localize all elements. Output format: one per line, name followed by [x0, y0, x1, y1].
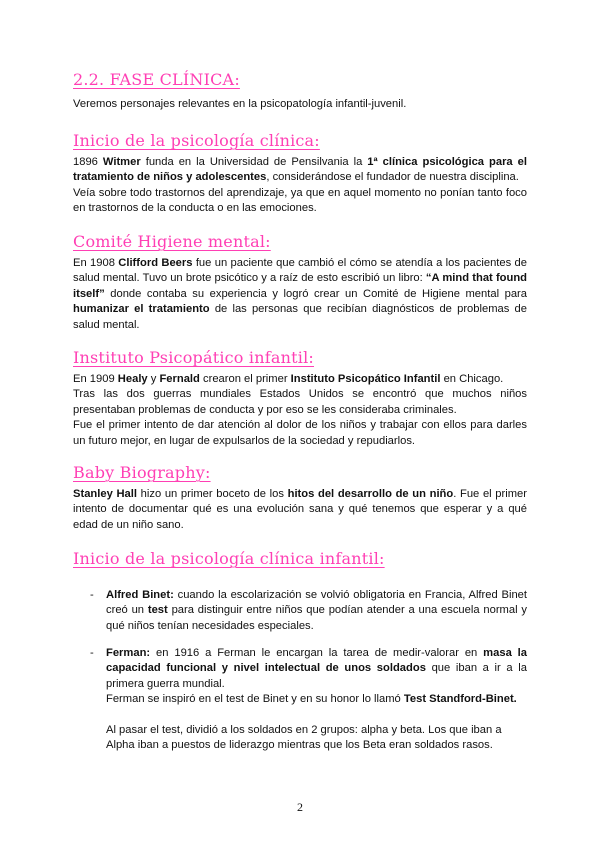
intro-paragraph: Veremos personajes relevantes en la psicopatología infantil-juvenil.	[73, 98, 407, 110]
section-heading-fase-clinica: 2.2. FASE CLÍNICA:	[73, 70, 240, 89]
list-item-ferman: Ferman: en 1916 a Ferman le encargan la tarea de medir-valorar en masa la capacidad funcional y nivel intelectual de unos soldados que iban a ir a la primera guerra mundial.	[106, 647, 527, 690]
stanley-hall-paragraph: Stanley Hall hizo un primer boceto de los hitos del desarrollo de un niño. Fue el primer intento de documentar qué es una evolución sana y qué tenemos que esperar y a qué edad de un niño sano.	[73, 488, 528, 531]
witmer-paragraph: 1896 Witmer funda en la Universidad de Pensilvania la 1ª clínica psicológica para el tratamiento de niños y adolescentes, considerándose el fundador de nuestra disciplina. Veía sobre todo trastornos del aprendizaje, ya que en aquel momento no ponían tanto foco en trastornos de la conducta o en las emociones.	[73, 156, 527, 215]
ferman-inspiration-text: Ferman se inspiró en el test de Binet y en su honor lo llamó Test Standford-Binet.	[106, 693, 517, 705]
list-item-binet: Alfred Binet: cuando la escolarización se volvió obligatoria en Francia, Alfred Binet creó un test para distinguir entre niños que podían atender a una escuela normal y qué niños tenían necesidades especiales.	[106, 589, 528, 632]
ferman-groups-text: Al pasar el test, dividió a los soldados en 2 grupos: alpha y beta. Los que iban a Alpha iban a puestos de liderazgo mientras que los Beta eran soldados rasos.	[106, 724, 502, 752]
section-heading-comite-higiene-mental: Comité Higiene mental:	[73, 232, 271, 251]
section-heading-baby-biography: Baby Biography:	[73, 463, 211, 482]
page-number: 2	[297, 800, 303, 814]
beers-paragraph: En 1908 Clifford Beers fue un paciente que cambió el cómo se atendía a los pacientes de salud mental. Tuvo un brote psicótico y a raíz de esto escribió un libro: “A mind that found itself” donde contaba su experiencia y logró crear un Comité de Higiene mental para humanizar el tratamiento de las personas que recibían diagnósticos de problemas de salud mental.	[73, 257, 528, 331]
section-heading-inicio-psicologia-clinica: Inicio de la psicología clínica:	[73, 131, 320, 150]
healy-fernald-paragraph: En 1909 Healy y Fernald crearon el primer Instituto Psicopático Infantil en Chicago. Tras las dos guerras mundiales Estados Unidos se encontró que muchos niños presentaban problemas de conducta y por eso se les consideraba criminales. Fue el primer intento de dar atención al dolor de los niños y trabajar con ellos para darles un futuro mejor, en lugar de expulsarlos de la sociedad y repudiarlos.	[73, 373, 527, 447]
list-bullet: -	[90, 589, 94, 601]
section-heading-psicologia-clinica-infantil: Inicio de la psicología clínica infantil:	[73, 549, 385, 568]
list-bullet: -	[90, 647, 94, 659]
section-heading-instituto-psicopatico: Instituto Psicopático infantil:	[73, 348, 314, 367]
